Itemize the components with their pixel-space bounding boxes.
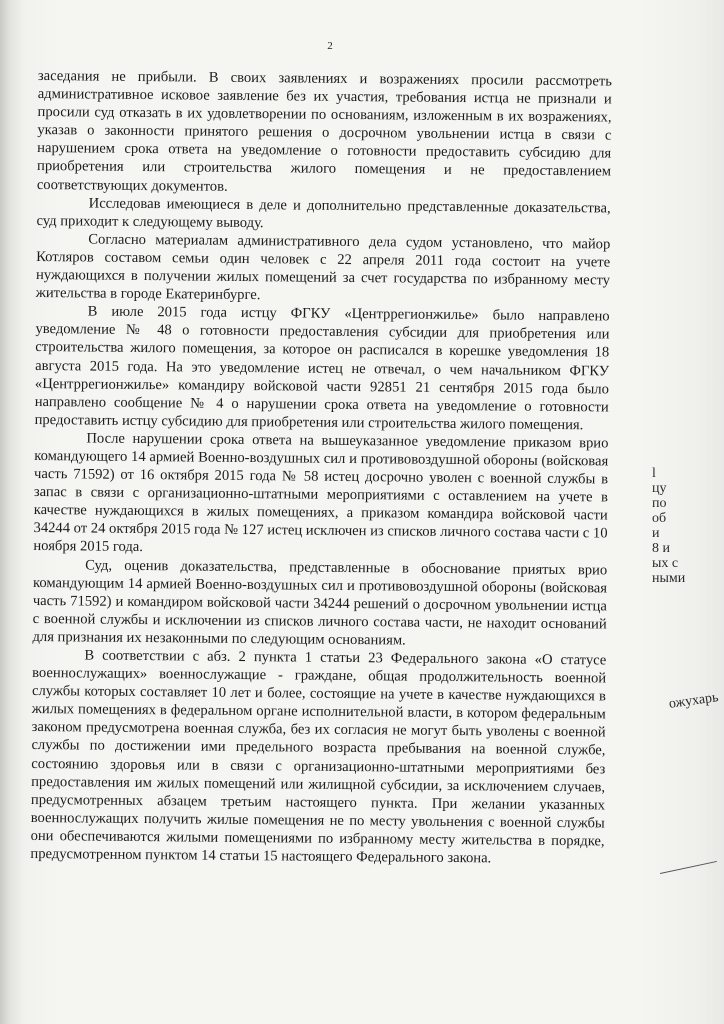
- bleed-fragment: ными: [652, 571, 686, 586]
- bleed-fragment: 8 и: [652, 541, 670, 556]
- page-number: 2: [327, 40, 333, 52]
- paragraph-2: Исследовав имеющиеся в деле и дополнительно представленные доказательства, суд приходит к следующему выводу.: [36, 195, 611, 231]
- bleed-fragment: и: [652, 526, 660, 541]
- paragraph-4: В июле 2015 года истцу ФГКУ «Центррегионжилье» было направлено уведомление № 48 о готовности предоставления субсидии для приобретения или строительства жилого помещения, за которое он расписался в корешке уведомления 18 августа 2015 года. На это уведомление истец не отвечал, о чем начальником ФГКУ «Центррегионжилье» командиру войсковой части 92851 21 сентября 2015 года было направлено сообщение № 4 о нарушении срока ответа на уведомление о готовности предоставить истцу субсидию для приобретения или строительства жилого помещения.: [34, 303, 610, 434]
- paragraph-5: После нарушении срока ответа на вышеуказанное уведомление приказом врио командующего 14 армией Военно-воздушных сил и противовоздушной обороны (войсковая часть 71592) от 16 октября 2015 года № 58 истец досрочно уволен с военной службы в запас в связи с организационно-штатными мероприятиями с оставлением на учете в качестве нуждающихся в жилых помещениях, а приказом командира войсковой части 34244 от 24 октября 2015 года № 127 истец исключен из списков личного состава части с 10 ноября 2015 года.: [33, 430, 609, 556]
- bleed-through-fragments: [652, 466, 685, 586]
- paragraph-1: заседания не прибыли. В своих заявлениях и возражениях просили рассмотреть административное исковое заявление без их участия, требования истца не признали и просили суд отказать в их удовлетворении по основаниям, изложенным в их возражениях, указав о законности принятого решения о досрочном увольнении истца в связи с нарушением срока ответа на уведомление о готовности предоставить субсидию для приобретения или строительства жилого помещения и не предоставлением соответствующих документов.: [36, 67, 612, 195]
- paragraph-6: Суд, оценив доказательства, представленные в обоснование приятых врио командующим 14 армией Военно-воздушных сил и противовоздушной обороны (войсковая часть 71592) и командиром войсковой части 34244 решений о досрочном увольнении истца с военной службы и исключении из списков личного состава части, не находит оснований для признания их незаконными по следующим основаниям.: [32, 557, 608, 649]
- bleed-fragment: цу: [652, 481, 667, 496]
- bleed-through-word: ожухарь: [668, 690, 720, 712]
- stray-pen-mark: [660, 861, 717, 874]
- bleed-fragment: l: [652, 466, 656, 481]
- paragraph-7: В соответствии с абз. 2 пункта 1 статьи 23 Федерального закона «О статусе военнослужащих» военнослужащие - граждане, общая продолжительность военной службы которых составляет 10 лет и более, состоящие на учете в качестве нуждающихся в жилых помещениях в федеральном органе исполнительной власти, в котором федеральным законом предусмотрена военная служба, без их согласия не могут быть уволены с военной службы по достижении ими предельного возраста пребывания на военной службе, состоянию здоровья или в связи с организационно-штатными мероприятиями без предоставления им жилых помещений или жилищной субсидии, за исключением случаев, предусмотренных абзацем третьим настоящего пункта. При желании указанных военнослужащих получить жилые помещения не по месту увольнения с военной службы они обеспечиваются жилыми помещениями по избранному месту жительства в порядке, предусмотренном пунктом 14 статьи 15 настоящего Федерального закона.: [30, 647, 607, 867]
- document-body: [30, 67, 612, 869]
- bleed-fragment: ых с: [652, 556, 679, 571]
- bleed-fragment: по: [652, 496, 667, 511]
- bleed-fragment: об: [652, 511, 667, 526]
- paragraph-3: Согласно материалам административного дела судом установлено, что майор Котляров составом семьи один человек с 22 апреля 2011 года состоит на учете нуждающихся в получении жилых помещений за счет государства по избранному месту жительства в городе Екатеринбурге.: [35, 231, 611, 304]
